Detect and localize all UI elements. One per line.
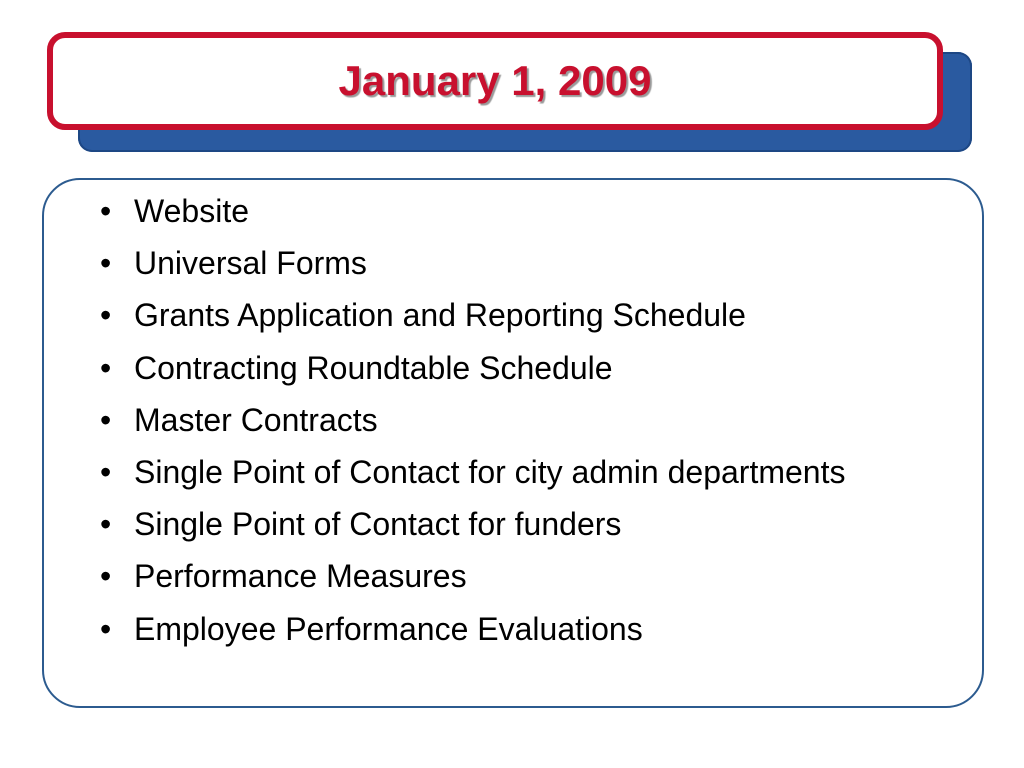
list-item (100, 610, 960, 648)
bullet-icon: • (100, 610, 112, 647)
list-item (100, 244, 960, 282)
bullet-icon: • (100, 297, 112, 334)
list-item-text: Grants Application and Reporting Schedule (134, 297, 746, 334)
list-item-text: Website (134, 193, 250, 229)
list-item-text: Universal Forms (134, 245, 367, 282)
list-item (100, 296, 960, 334)
list-item (100, 192, 960, 230)
bullet-icon: • (100, 401, 112, 438)
bullet-icon: • (100, 245, 112, 282)
list-item-text: Master Contracts (134, 401, 378, 438)
content-box (42, 178, 984, 708)
bullet-icon: • (100, 453, 112, 490)
slide-title: January 1, 2009 (338, 57, 652, 104)
list-item-text: Single Point of Contact for city admin departments (134, 453, 846, 490)
bullet-icon: • (100, 349, 112, 386)
list-item-text: Performance Measures (134, 558, 467, 595)
list-item-text: Contracting Roundtable Schedule (134, 349, 613, 386)
list-item-text: Single Point of Contact for funders (134, 506, 622, 543)
list-item (100, 557, 960, 595)
list-item (100, 401, 960, 439)
list-item (100, 453, 960, 491)
bullet-icon: • (100, 506, 112, 543)
bullet-list (100, 192, 960, 662)
bullet-icon: • (100, 193, 112, 229)
list-item (100, 349, 960, 387)
title-box (47, 32, 943, 130)
list-item (100, 505, 960, 543)
bullet-icon: • (100, 558, 112, 595)
list-item-text: Employee Performance Evaluations (134, 610, 643, 647)
